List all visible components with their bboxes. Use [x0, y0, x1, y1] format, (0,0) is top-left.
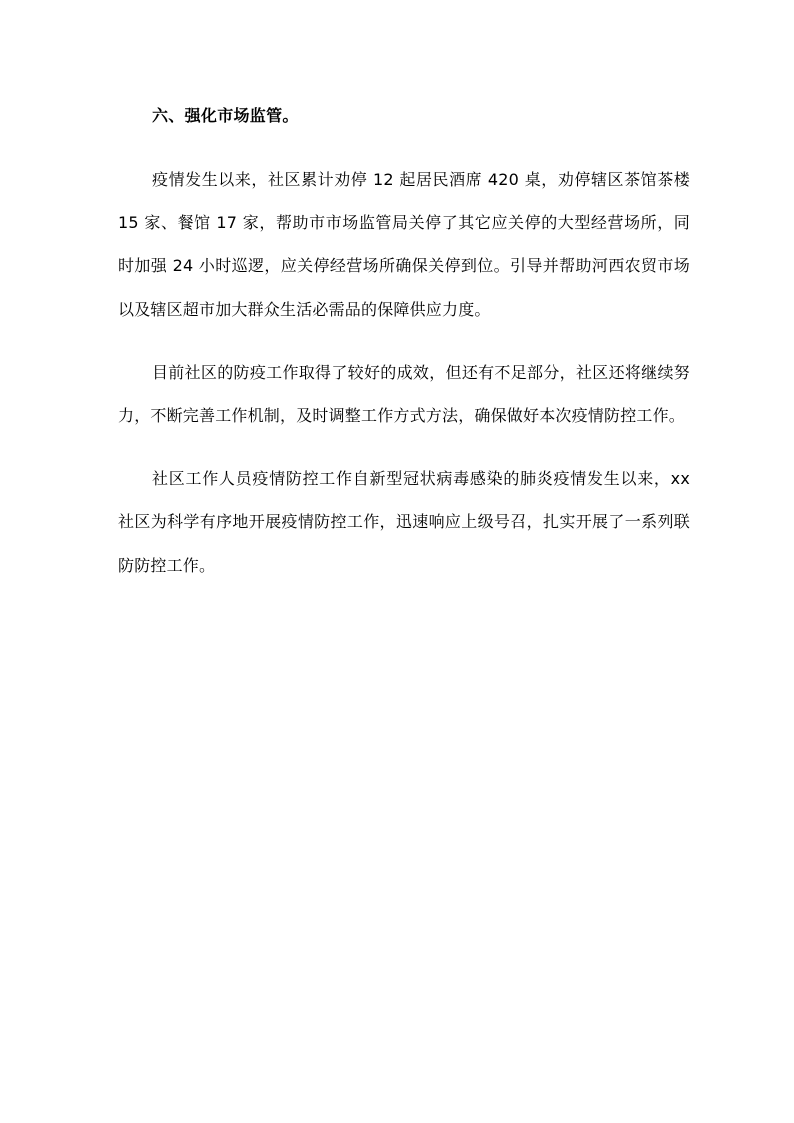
paragraph-market-supervision: 疫情发生以来，社区累计劝停 12 起居民酒席 420 桌，劝停辖区茶馆茶楼 15 家、餐馆 17 家，帮助市市场监管局关停了其它应关停的大型经营场所，同时加强 24 小时巡逻，应关停经营场所确保关停到位。引导并帮助河西农贸市场以及辖区超市加大群众生活必需品的保障供应力度。	[118, 170, 690, 319]
paragraph-current-results: 目前社区的防疫工作取得了较好的成效，但还有不足部分，社区还将继续努力，不断完善工作机制，及时调整工作方式方法，确保做好本次疫情防控工作。	[118, 362, 690, 426]
document-body	[118, 100, 690, 607]
section-heading: 六、强化市场监管。	[152, 106, 299, 125]
paragraph-community-staff: 社区工作人员疫情防控工作自新型冠状病毒感染的肺炎疫情发生以来，xx 社区为科学有序地开展疫情防控工作，迅速响应上级号召，扎实开展了一系列联防防控工作。	[118, 469, 690, 575]
